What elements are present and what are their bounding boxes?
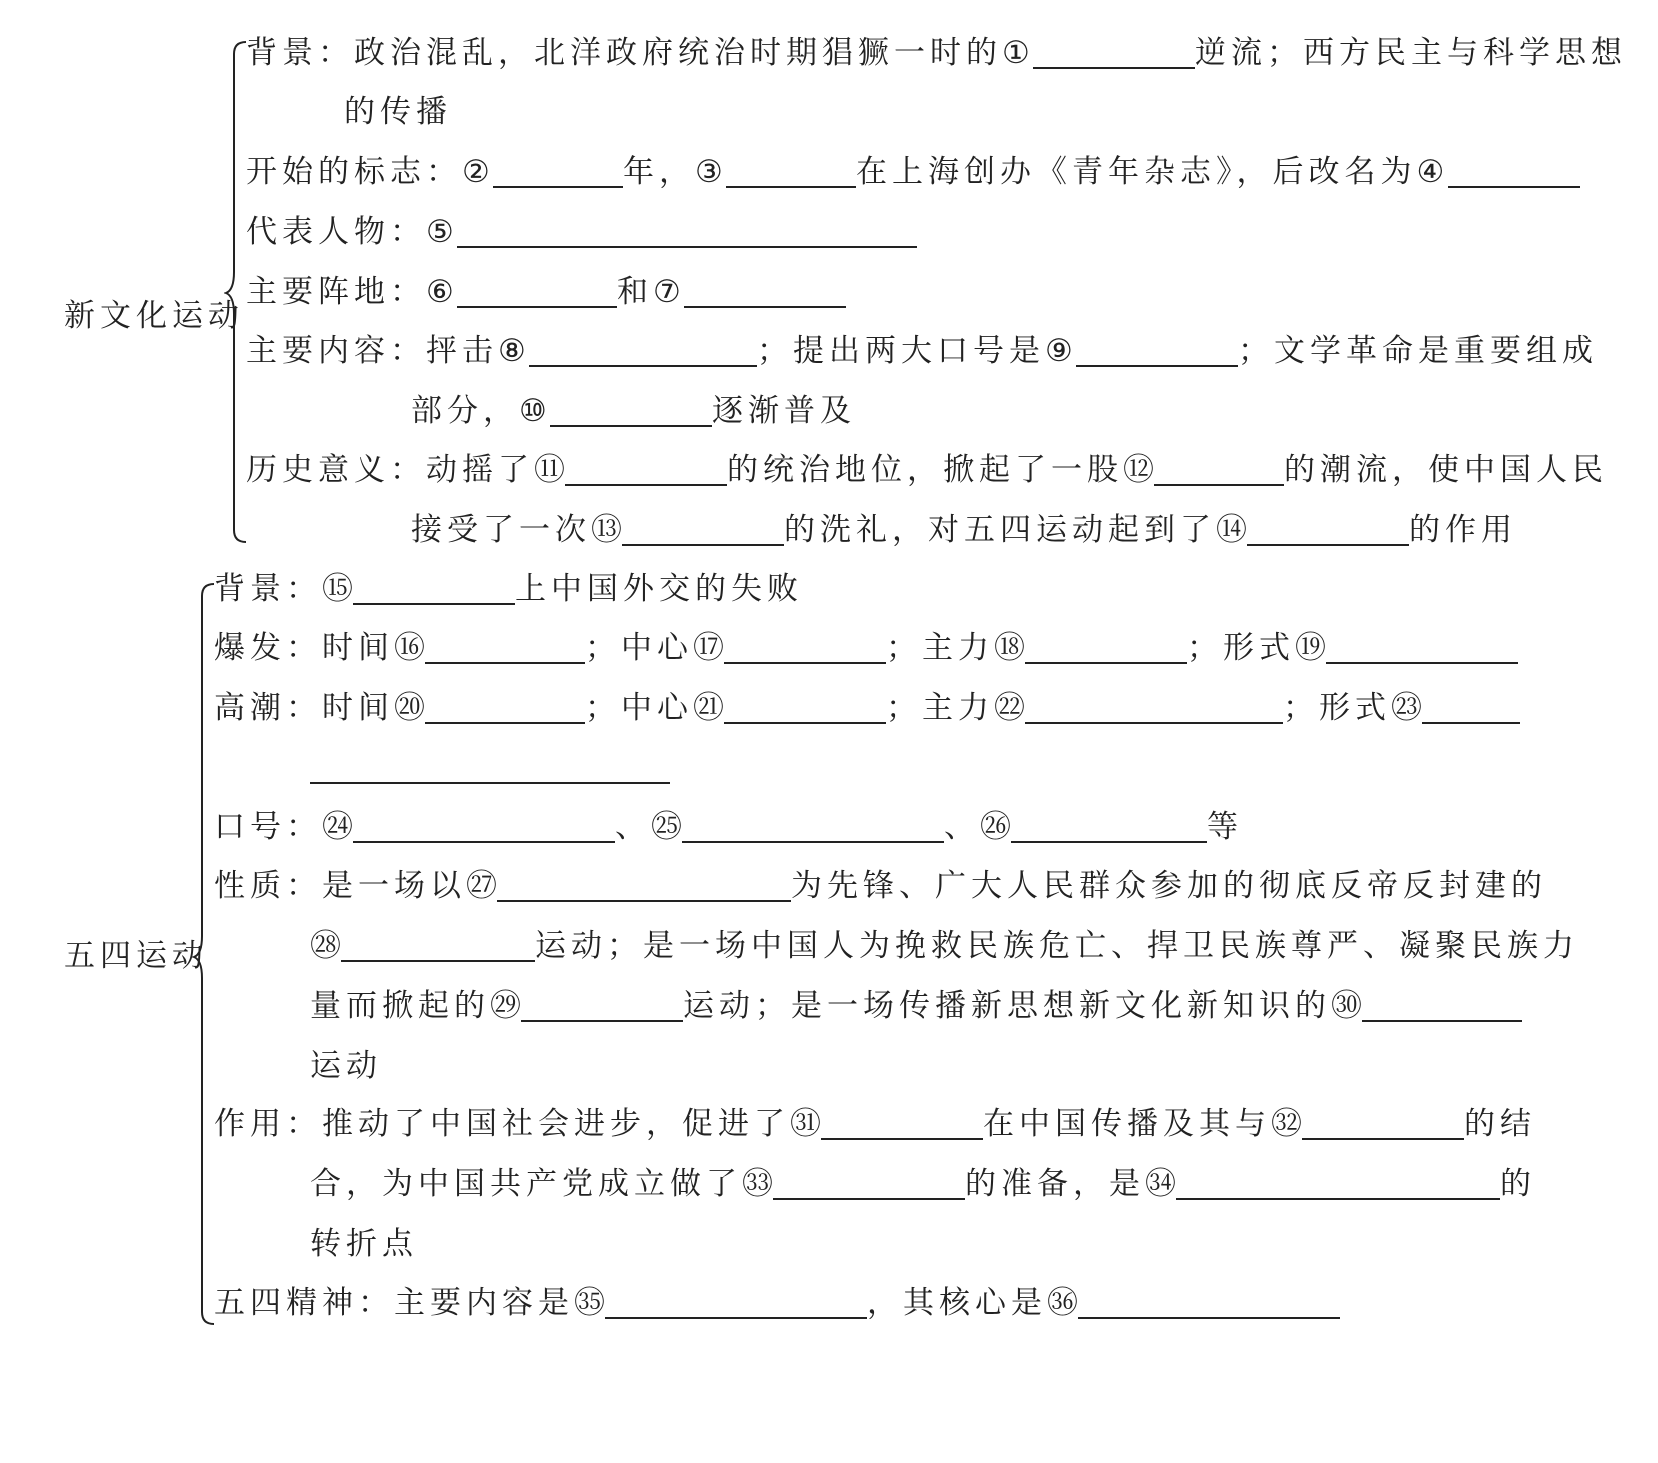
nc-start-label: 开始的标志： bbox=[246, 154, 462, 190]
mf-outbreak-force-text: ；主力 bbox=[886, 630, 994, 666]
nc-content-text-2: ；提出两大口号是 bbox=[757, 333, 1045, 369]
mf-effect-text-6: 的 bbox=[1500, 1166, 1536, 1202]
blank-number-2: ② bbox=[462, 154, 490, 190]
mf-slogan-sep-1: 、 bbox=[615, 809, 651, 845]
blank-30[interactable] bbox=[1362, 986, 1522, 1022]
nc-content-text-4: 部分， bbox=[411, 393, 519, 429]
nc-background-text-1: 政治混乱，北洋政府统治时期猖獗一时的 bbox=[354, 35, 1002, 71]
blank-number-11: ⑪ bbox=[534, 452, 565, 488]
mf-nature-text-4: 量而掀起的 bbox=[310, 988, 490, 1024]
blank-5[interactable] bbox=[457, 212, 917, 248]
topic-may-fourth-movement: 五四运动 bbox=[64, 938, 208, 974]
blank-number-13: ⑬ bbox=[591, 512, 622, 548]
mf-effect-text-1: 推动了中国社会进步，促进了 bbox=[322, 1106, 790, 1142]
mf-effect-label: 作用： bbox=[214, 1106, 322, 1142]
nc-meaning-text-6: 的作用 bbox=[1409, 512, 1517, 548]
mf-nature-line3 bbox=[310, 986, 1522, 1026]
blank-number-32: ㉜ bbox=[1271, 1106, 1302, 1142]
blank-23-continued[interactable] bbox=[310, 748, 670, 784]
mf-background-label: 背景： bbox=[214, 571, 322, 607]
mf-climax-line1 bbox=[214, 688, 1520, 728]
blank-number-14: ⑭ bbox=[1216, 512, 1247, 548]
blank-18[interactable] bbox=[1025, 628, 1187, 664]
blank-15[interactable] bbox=[353, 569, 515, 605]
blank-11[interactable] bbox=[565, 450, 727, 486]
blank-19[interactable] bbox=[1326, 628, 1518, 664]
blank-27[interactable] bbox=[497, 866, 791, 902]
mf-climax-center-text: ；中心 bbox=[585, 690, 693, 726]
mf-climax-time-text: 时间 bbox=[322, 690, 394, 726]
blank-13[interactable] bbox=[622, 510, 784, 546]
blank-23[interactable] bbox=[1422, 688, 1520, 724]
mf-spirit-text-2: ，其核心是 bbox=[867, 1285, 1047, 1321]
mf-background-line bbox=[214, 569, 803, 609]
mf-climax-label: 高潮： bbox=[214, 690, 322, 726]
mf-effect-text-7: 转折点 bbox=[310, 1226, 418, 1262]
blank-33[interactable] bbox=[773, 1164, 965, 1200]
blank-34[interactable] bbox=[1176, 1164, 1500, 1200]
nc-background-line2 bbox=[344, 92, 452, 132]
blank-22[interactable] bbox=[1025, 688, 1283, 724]
blank-number-29: ㉙ bbox=[490, 988, 521, 1024]
nc-content-line2 bbox=[411, 391, 856, 431]
blank-number-18: ⑱ bbox=[994, 630, 1025, 666]
blank-24[interactable] bbox=[353, 807, 615, 843]
nc-meaning-label: 历史意义： bbox=[246, 452, 426, 488]
blank-8[interactable] bbox=[529, 331, 757, 367]
mf-nature-text-6: 运动 bbox=[310, 1048, 382, 1084]
blank-14[interactable] bbox=[1247, 510, 1409, 546]
blank-7[interactable] bbox=[684, 272, 846, 308]
blank-number-33: ㉝ bbox=[742, 1166, 773, 1202]
blank-16[interactable] bbox=[425, 628, 585, 664]
blank-number-17: ⑰ bbox=[693, 630, 724, 666]
nc-content-text-3: ；文学革命是重要组成 bbox=[1238, 333, 1598, 369]
mf-nature-text-2: 为先锋、广大人民群众参加的彻底反帝反封建的 bbox=[791, 868, 1547, 904]
blank-number-4: ④ bbox=[1416, 154, 1445, 190]
blank-35[interactable] bbox=[605, 1283, 867, 1319]
blank-9[interactable] bbox=[1076, 331, 1238, 367]
blank-number-3: ③ bbox=[695, 154, 723, 190]
mf-effect-text-5: 的准备，是 bbox=[965, 1166, 1145, 1202]
blank-number-19: ⑲ bbox=[1295, 630, 1326, 666]
mf-climax-line2 bbox=[310, 748, 670, 788]
mf-nature-label: 性质： bbox=[214, 868, 322, 904]
blank-6[interactable] bbox=[457, 272, 617, 308]
blank-28[interactable] bbox=[341, 926, 535, 962]
blank-21[interactable] bbox=[724, 688, 886, 724]
blank-number-24: ㉔ bbox=[322, 809, 353, 845]
blank-36[interactable] bbox=[1078, 1283, 1340, 1319]
nc-meaning-text-1: 动摇了 bbox=[426, 452, 534, 488]
nc-start-text-2: 在上海创办《青年杂志》，后改名为 bbox=[856, 154, 1417, 190]
nc-start-text-1: 年， bbox=[623, 154, 695, 190]
mf-outbreak-form-text: ；形式 bbox=[1187, 630, 1295, 666]
mf-slogan-sep-2: 、 bbox=[944, 809, 980, 845]
nc-base-text-1: 和 bbox=[617, 274, 653, 310]
mf-nature-line1 bbox=[214, 866, 1547, 906]
mf-slogan-line bbox=[214, 807, 1243, 847]
blank-number-1: ① bbox=[1002, 35, 1030, 71]
blank-20[interactable] bbox=[425, 688, 585, 724]
nc-base-label: 主要阵地： bbox=[246, 274, 426, 310]
blank-29[interactable] bbox=[521, 986, 683, 1022]
topic-new-culture-movement: 新文化运动 bbox=[64, 298, 244, 334]
blank-number-26: ㉖ bbox=[980, 809, 1011, 845]
blank-number-35: ㉟ bbox=[574, 1285, 605, 1321]
blank-number-25: ㉕ bbox=[651, 809, 682, 845]
nc-meaning-text-3: 的潮流，使中国人民 bbox=[1284, 452, 1608, 488]
blank-31[interactable] bbox=[821, 1104, 983, 1140]
nc-background-text-3: 的传播 bbox=[344, 94, 452, 130]
mf-climax-form-text: ；形式 bbox=[1283, 690, 1391, 726]
blank-number-30: ㉚ bbox=[1331, 988, 1362, 1024]
nc-content-line1 bbox=[246, 331, 1598, 371]
blank-32[interactable] bbox=[1302, 1104, 1464, 1140]
blank-number-36: ㊱ bbox=[1047, 1285, 1078, 1321]
mf-effect-text-2: 在中国传播及其与 bbox=[983, 1106, 1271, 1142]
blank-number-28: ㉘ bbox=[310, 928, 341, 964]
mf-outbreak-center-text: ；中心 bbox=[585, 630, 693, 666]
mf-outbreak-line bbox=[214, 628, 1518, 668]
mf-effect-line1 bbox=[214, 1104, 1536, 1144]
nc-content-label: 主要内容： bbox=[246, 333, 426, 369]
mf-background-text-1: 上中国外交的失败 bbox=[515, 571, 803, 607]
mf-outbreak-time-text: 时间 bbox=[322, 630, 394, 666]
blank-17[interactable] bbox=[724, 628, 886, 664]
blank-25[interactable] bbox=[682, 807, 944, 843]
blank-number-16: ⑯ bbox=[394, 630, 425, 666]
blank-number-23: ㉓ bbox=[1391, 690, 1422, 726]
mf-nature-line2 bbox=[310, 926, 1579, 966]
nc-background-line1 bbox=[246, 33, 1627, 73]
blank-number-27: ㉗ bbox=[466, 868, 497, 904]
blank-12[interactable] bbox=[1154, 450, 1284, 486]
blank-number-9: ⑨ bbox=[1045, 333, 1073, 369]
blank-1[interactable] bbox=[1033, 33, 1195, 69]
nc-meaning-text-4: 接受了一次 bbox=[411, 512, 591, 548]
mf-nature-text-5: 运动；是一场传播新思想新文化新知识的 bbox=[683, 988, 1331, 1024]
blank-number-15: ⑮ bbox=[322, 571, 353, 607]
mf-climax-force-text: ；主力 bbox=[886, 690, 994, 726]
blank-number-34: ㉞ bbox=[1145, 1166, 1176, 1202]
nc-content-text-5: 逐渐普及 bbox=[712, 393, 856, 429]
nc-people-line bbox=[246, 212, 917, 252]
mf-nature-text-3: 运动；是一场中国人为挽救民族危亡、捍卫民族尊严、凝聚民族力 bbox=[535, 928, 1579, 964]
blank-4[interactable] bbox=[1448, 152, 1580, 188]
nc-content-text-1: 抨击 bbox=[426, 333, 498, 369]
nc-meaning-line2 bbox=[411, 510, 1517, 550]
nc-background-label: 背景： bbox=[246, 35, 354, 71]
mf-spirit-line bbox=[214, 1283, 1340, 1323]
nc-background-text-2: 逆流；西方民主与科学思想 bbox=[1195, 35, 1627, 71]
blank-number-21: ㉑ bbox=[693, 690, 724, 726]
blank-2[interactable] bbox=[493, 152, 623, 188]
blank-10[interactable] bbox=[550, 391, 712, 427]
mf-spirit-label: 五四精神： bbox=[214, 1285, 394, 1321]
mf-spirit-text-1: 主要内容是 bbox=[394, 1285, 574, 1321]
mf-effect-text-3: 的结 bbox=[1464, 1106, 1536, 1142]
nc-start-line bbox=[246, 152, 1580, 192]
blank-number-6: ⑥ bbox=[426, 274, 454, 310]
mf-outbreak-label: 爆发： bbox=[214, 630, 322, 666]
blank-number-10: ⑩ bbox=[519, 393, 547, 429]
blank-26[interactable] bbox=[1011, 807, 1207, 843]
blank-number-5: ⑤ bbox=[426, 214, 454, 250]
blank-number-12: ⑫ bbox=[1123, 452, 1154, 488]
blank-number-7: ⑦ bbox=[653, 274, 681, 310]
blank-number-20: ⑳ bbox=[394, 690, 425, 726]
blank-number-8: ⑧ bbox=[498, 333, 526, 369]
mf-nature-line4 bbox=[310, 1046, 382, 1086]
mf-effect-text-4: 合，为中国共产党成立做了 bbox=[310, 1166, 742, 1202]
blank-number-22: ㉒ bbox=[994, 690, 1025, 726]
nc-base-line bbox=[246, 272, 846, 312]
mf-nature-text-1: 是一场以 bbox=[322, 868, 466, 904]
mf-slogan-end: 等 bbox=[1207, 809, 1243, 845]
blank-number-31: ㉛ bbox=[790, 1106, 821, 1142]
nc-meaning-text-5: 的洗礼，对五四运动起到了 bbox=[784, 512, 1216, 548]
mf-slogan-label: 口号： bbox=[214, 809, 322, 845]
blank-3[interactable] bbox=[726, 152, 856, 188]
nc-people-label: 代表人物： bbox=[246, 214, 426, 250]
nc-meaning-line1 bbox=[246, 450, 1608, 490]
nc-meaning-text-2: 的统治地位，掀起了一股 bbox=[727, 452, 1123, 488]
mf-effect-line2 bbox=[310, 1164, 1536, 1204]
mf-effect-line3 bbox=[310, 1224, 418, 1264]
